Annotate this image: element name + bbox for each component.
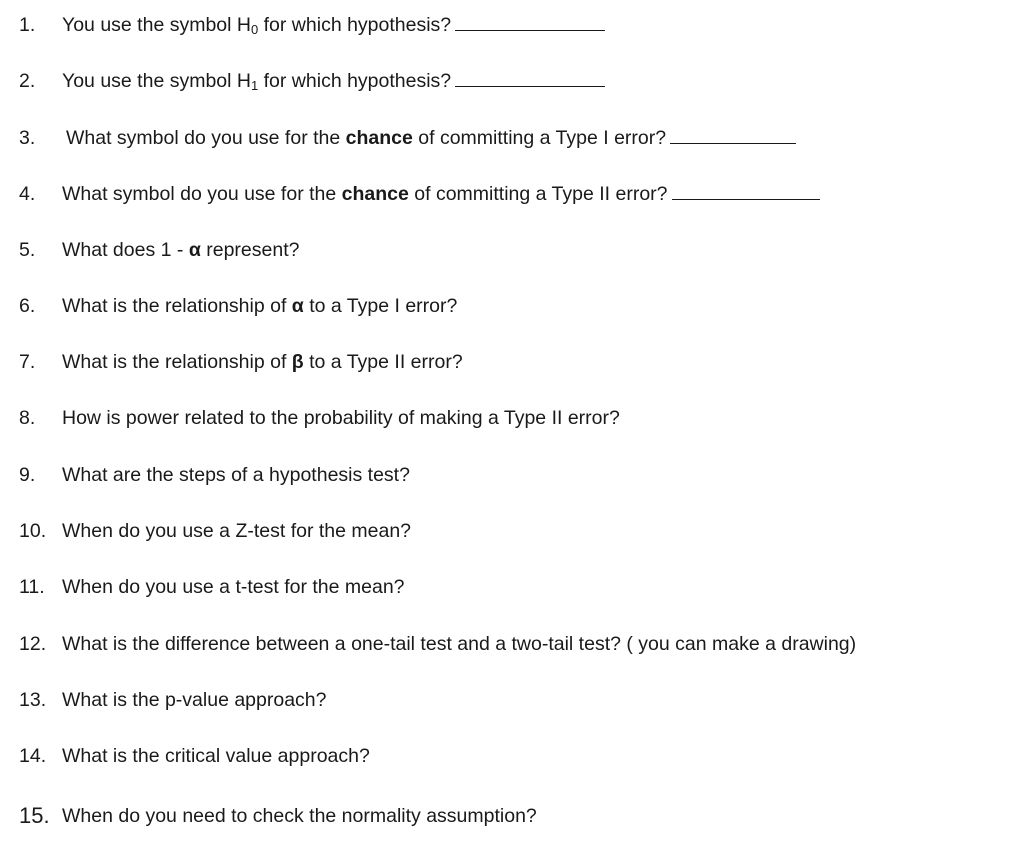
- answer-blank[interactable]: [670, 123, 796, 144]
- question-text: You use the symbol $H_0$ for which hypothesis?: [62, 10, 605, 40]
- question-text: What symbol do you use for the chance of committing a Type II error?: [62, 179, 820, 209]
- question-number: 7.: [19, 351, 36, 373]
- question-text: You use the symbol $H_1$ for which hypothesis?: [62, 66, 605, 96]
- question-number: 11.: [19, 576, 45, 598]
- question-number: 13.: [19, 689, 47, 711]
- question-text: When do you use a t-test for the mean?: [62, 576, 405, 598]
- question-number: 8.: [19, 407, 36, 429]
- question-number: 4.: [19, 183, 36, 205]
- question-text: What is the critical value approach?: [62, 745, 370, 767]
- question-number: 3.: [19, 127, 36, 149]
- answer-blank[interactable]: [455, 66, 605, 87]
- question-text: How is power related to the probability of making a Type II error?: [62, 407, 620, 429]
- question-text: When do you use a Z-test for the mean?: [62, 520, 412, 542]
- question-number: 9.: [19, 464, 36, 486]
- question-number: 1.: [19, 14, 36, 36]
- question-text: What is the p-value approach?: [62, 689, 327, 711]
- question-number: 15.: [19, 803, 50, 828]
- question-text: What does 1 - α represent?: [62, 239, 300, 261]
- question-text: What are the steps of a hypothesis test?: [62, 464, 410, 486]
- question-text: What symbol do you use for the chance of committing a Type I error?: [66, 123, 796, 153]
- answer-blank[interactable]: [455, 10, 605, 31]
- question-text: What is the relationship of α to a Type I error?: [62, 295, 458, 317]
- answer-blank[interactable]: [672, 179, 820, 200]
- question-text: When do you need to check the normality assumption?: [62, 805, 537, 827]
- question-number: 14.: [19, 745, 47, 767]
- question-number: 2.: [19, 70, 36, 92]
- question-number: 12.: [19, 633, 47, 655]
- question-text: What is the difference between a one-tail test and a two-tail test? ( you can make a drawing): [62, 633, 857, 655]
- question-number: 10.: [19, 520, 47, 542]
- question-text: What is the relationship of β to a Type II error?: [62, 351, 463, 373]
- question-number: 6.: [19, 295, 36, 317]
- question-number: 5.: [19, 239, 36, 261]
